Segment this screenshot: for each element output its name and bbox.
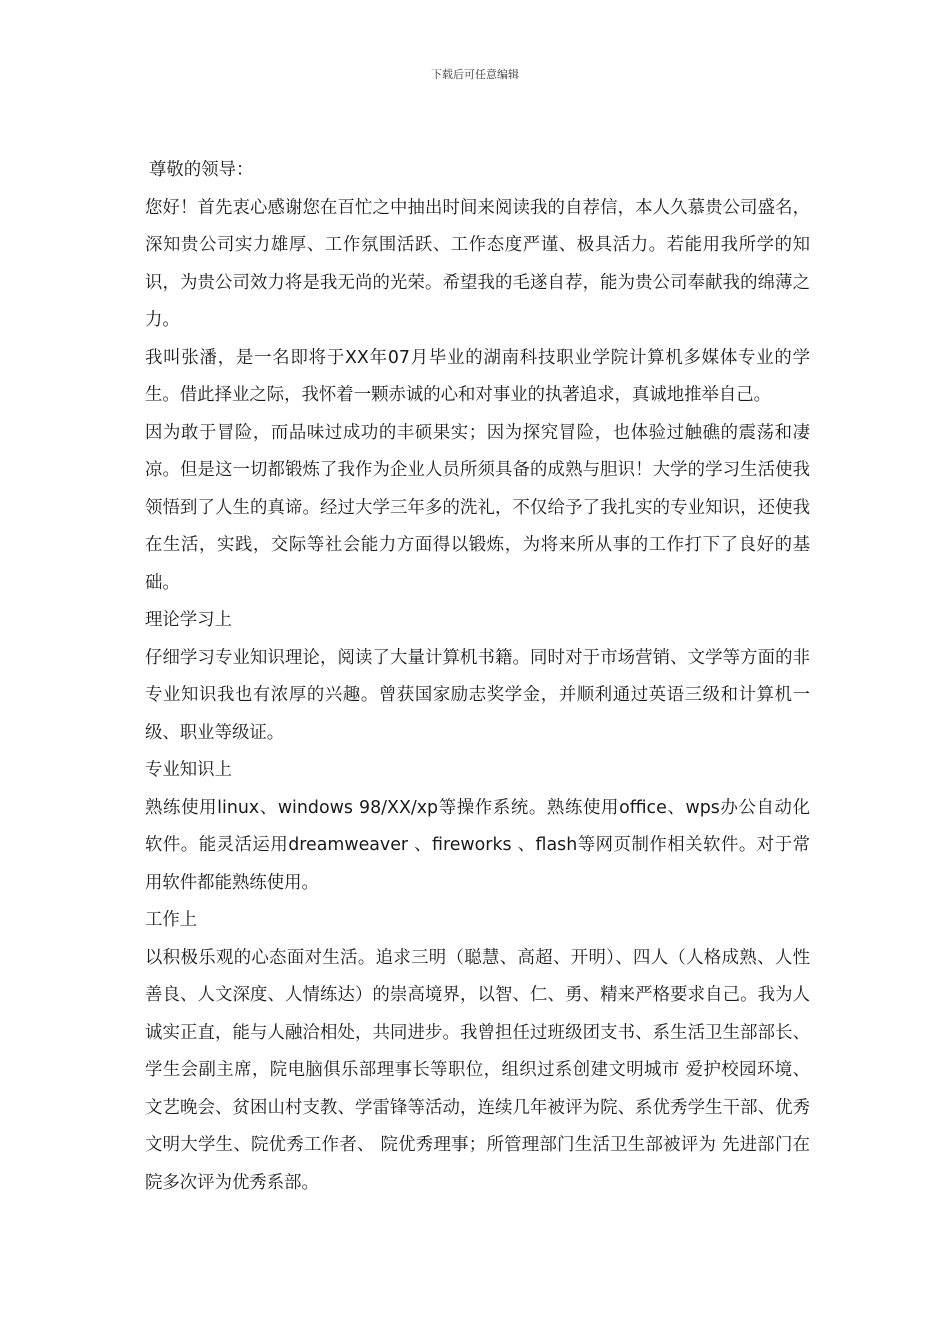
page-header: 下载后可任意编辑	[431, 68, 519, 81]
paragraph-introduction: 我叫张潘，是一名即将于XX年07月毕业的湖南科技职业学院计算机多媒体专业的学生。借此择业之际，我怀着一颗赤诚的心和对事业的执著追求，真诚地推举自己。	[145, 347, 810, 405]
paragraph-theory: 仔细学习专业知识理论，阅读了大量计算机书籍。同时对于市场营销、文学等方面的非专业知识我也有浓厚的兴趣。曾获国家励志奖学金，并顺利通过英语三级和计算机一级、职业等级证。	[145, 647, 810, 743]
section-heading-work: 工作上	[145, 910, 198, 930]
paragraph-experience: 因为敢于冒险，而品味过成功的丰硕果实；因为探究冒险，也体验过触礁的震荡和凄凉。但是这一切都锻炼了我作为企业人员所须具备的成熟与胆识！大学的学习生活使我领悟到了人生的真谛。经过大学三年多的洗礼，不仅给予了我扎实的专业知识，还使我在生活，实践，交际等社会能力方面得以锻炼，为将来所从事的工作打下了良好的基础。	[145, 422, 810, 593]
letter-body	[145, 152, 810, 1202]
salutation: 尊敬的领导：	[149, 160, 254, 180]
paragraph-greeting: 您好！首先衷心感谢您在百忙之中抽出时间来阅读我的自荐信，本人久慕贵公司盛名，深知贵公司实力雄厚、工作氛围活跃、工作态度严谨、极具活力。若能用我所学的知识，为贵公司效力将是我无尚的光荣。希望我的毛遂自荐，能为贵公司奉献我的绵薄之力。	[145, 197, 810, 330]
section-heading-professional: 专业知识上	[145, 760, 232, 780]
section-heading-theory: 理论学习上	[145, 610, 232, 630]
paragraph-professional: 熟练使用linux、windows 98/XX/xp等操作系统。熟练使用office、wps办公自动化软件。能灵活运用dreamweaver 、fireworks 、flash等网页制作相关软件。对于常用软件都能熟练使用。	[145, 797, 810, 893]
paragraph-work: 以积极乐观的心态面对生活。追求三明（聪慧、高超、开明）、四人（人格成熟、人性善良、人文深度、人情练达）的崇高境界，以智、仁、勇、精来严格要求自己。我为人诚实正直，能与人融洽相处，共同进步。我曾担任过班级团支书、系生活卫生部部长、学生会副主席，院电脑俱乐部理事长等职位，组织过系创建文明城市 爱护校园环境、 文艺晚会、贫困山村支教、学雷锋等活动，连续几年被评为院、系优秀学生干部、优秀文明大学生、院优秀工作者、 院优秀理事；所管理部门生活卫生部被评为 先进部门在院多次评为优秀系部。	[145, 947, 810, 1193]
